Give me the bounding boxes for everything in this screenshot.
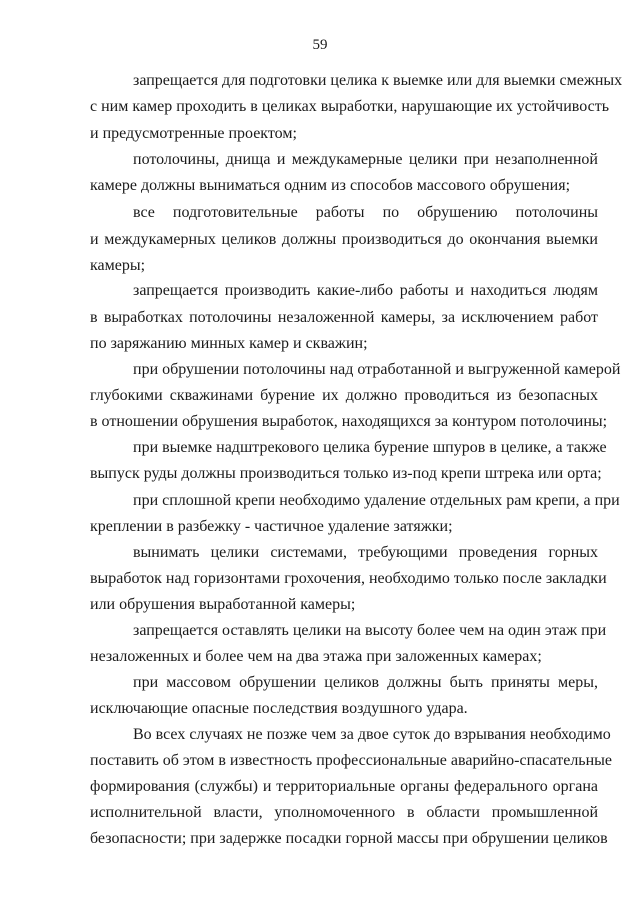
text-line: исключающие опасные последствия воздушного удара. [90,700,468,717]
text-line: незаложенных и более чем на два этажа при заложенных камерах; [90,648,542,665]
text-line: Во всех случаях не позже чем за двое суток до взрывания необходимо [133,726,611,743]
text-line: выпуск руды должны производиться только из-под крепи штрека или орта; [90,465,602,482]
text-line: запрещается оставлять целики на высоту более чем на один этаж при [133,622,607,639]
text-line: вынимать целики системами, требующими проведения горных [133,544,598,561]
page-number: 59 [312,37,328,53]
text-line: креплении в разбежку - частичное удаление затяжки; [90,518,453,535]
text-line: глубокими скважинами бурение их должно проводиться из безопасных [90,387,598,404]
text-line: запрещается для подготовки целика к выемке или для выемки смежных [133,72,623,89]
text-line: при сплошной крепи необходимо удаление отдельных рам крепи, а при [133,492,620,509]
text-line: по заряжанию минных камер и скважин; [90,335,368,352]
text-line: все подготовительные работы по обрушению потолочины [133,204,598,221]
text-line: камере должны выниматься одним из способов массового обрушения; [90,177,571,194]
text-line: в выработках потолочины незаложенной камеры, за исключением работ [90,309,598,326]
text-line: и междукамерных целиков должны производиться до окончания выемки [90,231,598,248]
text-line: выработок над горизонтами грохочения, необходимо только после закладки [90,570,607,587]
text-line: потолочины, днища и междукамерные целики при незаполненной [133,151,598,168]
text-line: формирования (службы) и территориальные органы федерального органа [90,778,598,795]
text-line: поставить об этом в известность профессиональные аварийно-спасательные [90,752,613,769]
text-line: при выемке надштрекового целика бурение шпуров в целике, а также [133,439,607,456]
text-line: при массовом обрушении целиков должны быть приняты меры, [133,674,598,691]
text-line: с ним камер проходить в целиках выработки, нарушающие их устойчивость [90,98,610,115]
text-line: запрещается производить какие-либо работы и находиться людям [133,282,598,299]
text-line: или обрушения выработанной камеры; [90,596,356,613]
text-line: исполнительной власти, уполномоченного в области промышленной [90,804,598,821]
text-line: и предусмотренные проектом; [90,125,297,142]
text-line: камеры; [90,257,146,274]
text-line: при обрушении потолочины над отработанной и выгруженной камерой [133,361,621,378]
text-line: безопасности; при задержке посадки горной массы при обрушении целиков [90,830,608,847]
text-line: в отношении обрушения выработок, находящихся за контуром потолочины; [90,413,608,430]
